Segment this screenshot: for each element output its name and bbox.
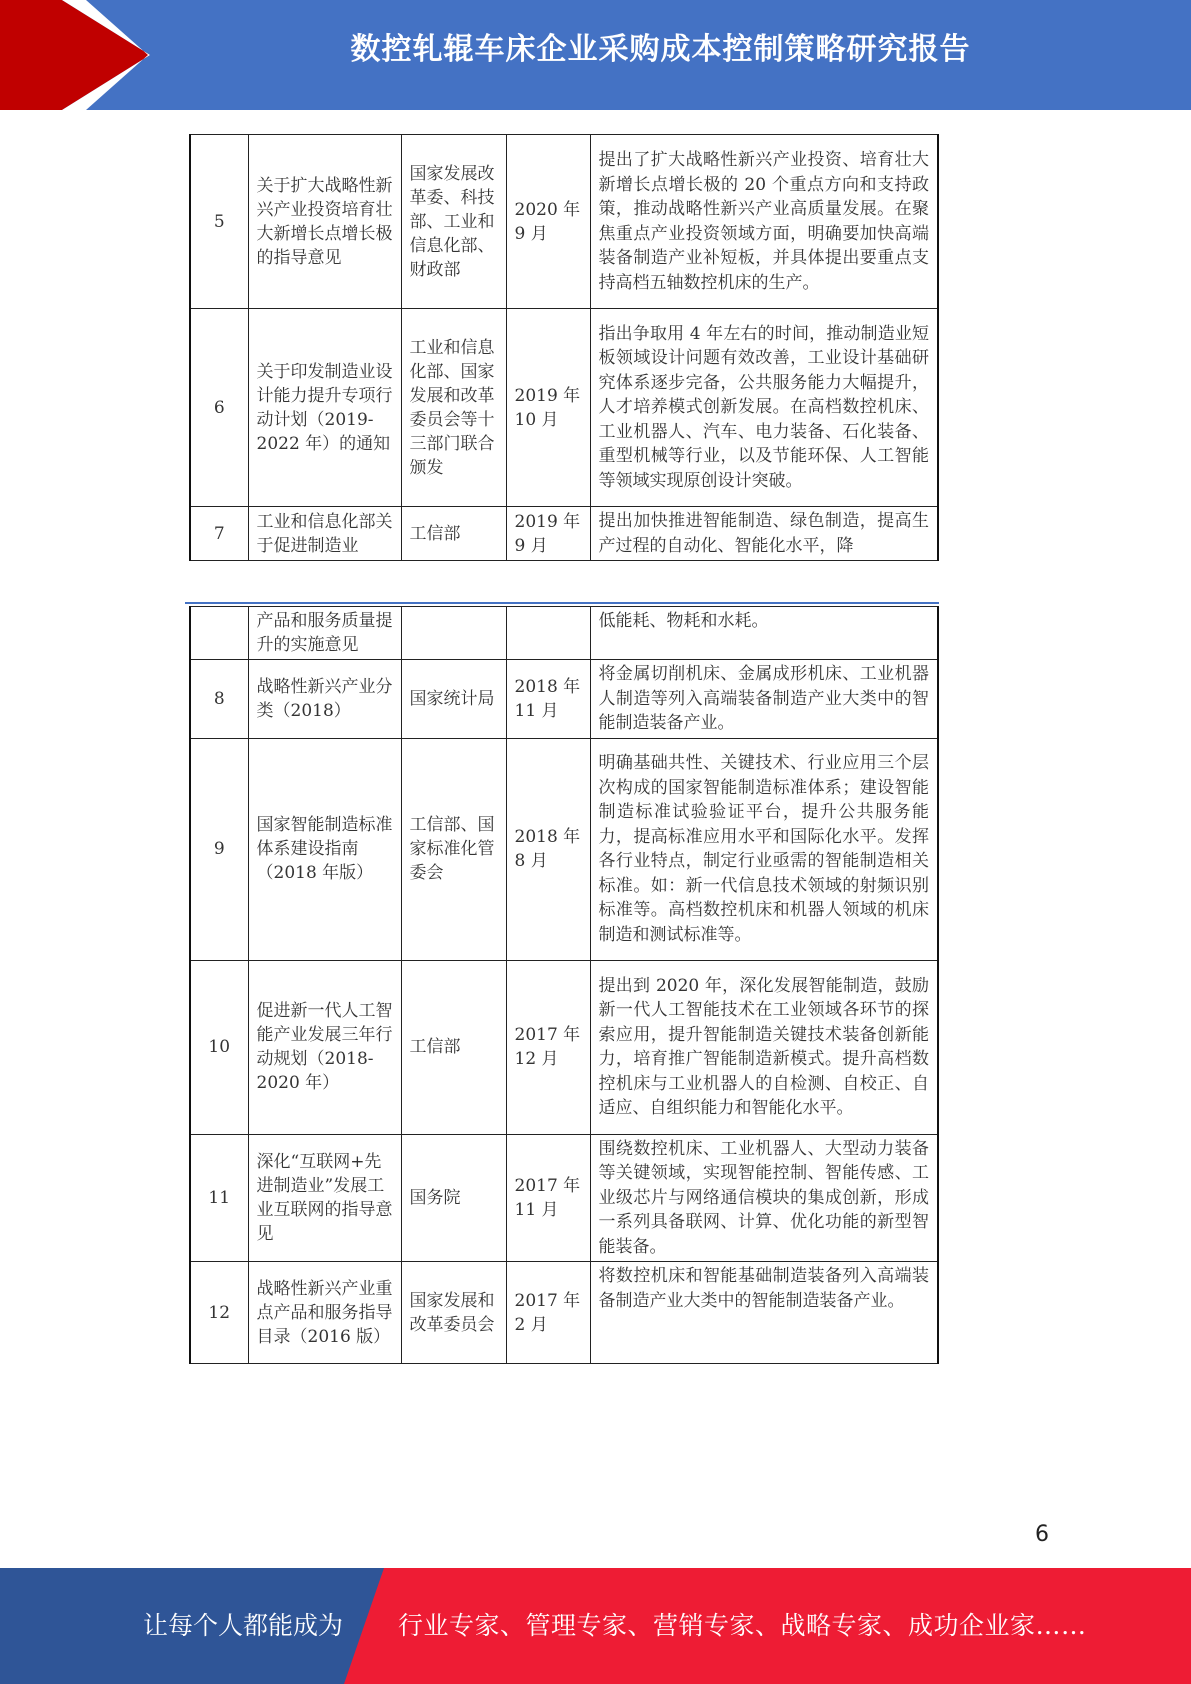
policy-name: 国家智能制造标准体系建设指南（2018 年版） xyxy=(248,738,401,960)
issuing-department: 工业和信息化部、国家发展和改革委员会等十三部门联合颁发 xyxy=(401,309,506,507)
row-number: 12 xyxy=(190,1262,248,1364)
page-divider xyxy=(185,602,939,604)
table-row xyxy=(190,135,938,309)
policy-description: 围绕数控机床、工业机器人、大型动力装备等关键领域，实现智能控制、智能传感、工业级芯片与网络通信模块的集成创新，形成一系列具备联网、计算、优化功能的新型智能装备。 xyxy=(590,1134,938,1262)
policy-description: 将金属切削机床、金属成形机床、工业机器人制造等列入高端装备制造产业大类中的智能制造装备产业。 xyxy=(590,660,938,739)
issuing-department: 国务院 xyxy=(401,1134,506,1262)
issuing-department xyxy=(401,607,506,660)
issue-date: 2017 年 12 月 xyxy=(506,960,590,1134)
issue-date: 2017 年 2 月 xyxy=(506,1262,590,1364)
row-number: 6 xyxy=(190,309,248,507)
issuing-department: 国家发展改革委、科技部、工业和信息化部、财政部 xyxy=(401,135,506,309)
policy-description: 提出了扩大战略性新兴产业投资、培育壮大新增长点增长极的 20 个重点方向和支持政策，推动战略性新兴产业高质量发展。在聚焦重点产业投资领域方面，明确要加快高端装备制造产业补短板，并具体提出要重点支持高档五轴数控机床的生产。 xyxy=(590,135,938,309)
table-row xyxy=(190,507,938,561)
table-row xyxy=(190,660,938,739)
issue-date: 2017 年 11 月 xyxy=(506,1134,590,1262)
issuing-department: 国家统计局 xyxy=(401,660,506,739)
table-row xyxy=(190,1134,938,1262)
footer-banner xyxy=(0,1568,1191,1684)
policy-name: 战略性新兴产业分类（2018） xyxy=(248,660,401,739)
policy-name: 产品和服务质量提升的实施意见 xyxy=(248,607,401,660)
row-number: 5 xyxy=(190,135,248,309)
policy-description: 提出到 2020 年，深化发展智能制造，鼓励新一代人工智能技术在工业领域各环节的探索应用，提升智能制造关键技术装备创新能力，培育推广智能制造新模式。提升高档数控机床与工业机器人的自检测、自校正、自适应、自组织能力和智能化水平。 xyxy=(590,960,938,1134)
page-number: 6 xyxy=(1035,1522,1049,1547)
policy-name: 促进新一代人工智能产业发展三年行动规划（2018-2020 年） xyxy=(248,960,401,1134)
header-banner xyxy=(0,0,1191,110)
policy-name: 战略性新兴产业重点产品和服务指导目录（2016 版） xyxy=(248,1262,401,1364)
table-row xyxy=(190,1262,938,1364)
policy-name: 工业和信息化部关于促进制造业 xyxy=(248,507,401,561)
table-row xyxy=(190,309,938,507)
policy-table-part-1 xyxy=(189,134,939,561)
policy-name: 关于印发制造业设计能力提升专项行动计划（2019-2022 年）的通知 xyxy=(248,309,401,507)
issue-date: 2020 年 9 月 xyxy=(506,135,590,309)
row-number: 7 xyxy=(190,507,248,561)
document-title: 数控轧辊车床企业采购成本控制策略研究报告 xyxy=(350,32,971,67)
issue-date: 2019 年 10 月 xyxy=(506,309,590,507)
row-number: 8 xyxy=(190,660,248,739)
row-number: 9 xyxy=(190,738,248,960)
issuing-department: 工信部、国家标准化管委会 xyxy=(401,738,506,960)
issuing-department: 国家发展和改革委员会 xyxy=(401,1262,506,1364)
table-row xyxy=(190,738,938,960)
row-number xyxy=(190,607,248,660)
policy-name: 深化“互联网+先进制造业”发展工业互联网的指导意见 xyxy=(248,1134,401,1262)
row-number: 11 xyxy=(190,1134,248,1262)
policy-description: 指出争取用 4 年左右的时间，推动制造业短板领域设计问题有效改善，工业设计基础研究体系逐步完备，公共服务能力大幅提升，人才培养模式创新发展。在高档数控机床、工业机器人、汽车、电力装备、石化装备、重型机械等行业，以及节能环保、人工智能等领域实现原创设计突破。 xyxy=(590,309,938,507)
issuing-department: 工信部 xyxy=(401,960,506,1134)
policy-description: 提出加快推进智能制造、绿色制造，提高生产过程的自动化、智能化水平，降 xyxy=(590,507,938,561)
issue-date: 2019 年 9 月 xyxy=(506,507,590,561)
issue-date: 2018 年 8 月 xyxy=(506,738,590,960)
issue-date xyxy=(506,607,590,660)
policy-description: 明确基础共性、关键技术、行业应用三个层次构成的国家智能制造标准体系；建设智能制造标准试验验证平台，提升公共服务能力，提高标准应用水平和国际化水平。发挥各行业特点，制定行业亟需的智能制造相关标准。如：新一代信息技术领域的射频识别标准等。高档数控机床和机器人领域的机床制造和测试标准等。 xyxy=(590,738,938,960)
issuing-department: 工信部 xyxy=(401,507,506,561)
footer-slogan-left: 让每个人都能成为 xyxy=(143,1611,344,1640)
policy-table-part-2 xyxy=(189,606,939,1364)
policy-description: 将数控机床和智能基础制造装备列入高端装备制造产业大类中的智能制造装备产业。 xyxy=(590,1262,938,1364)
table-row xyxy=(190,960,938,1134)
row-number: 10 xyxy=(190,960,248,1134)
issue-date: 2018 年 11 月 xyxy=(506,660,590,739)
policy-description: 低能耗、物耗和水耗。 xyxy=(590,607,938,660)
footer-slogan-right: 行业专家、管理专家、营销专家、战略专家、成功企业家…… xyxy=(398,1611,1087,1640)
policy-name: 关于扩大战略性新兴产业投资培育壮大新增长点增长极的指导意见 xyxy=(248,135,401,309)
table-row-continued xyxy=(190,607,938,660)
